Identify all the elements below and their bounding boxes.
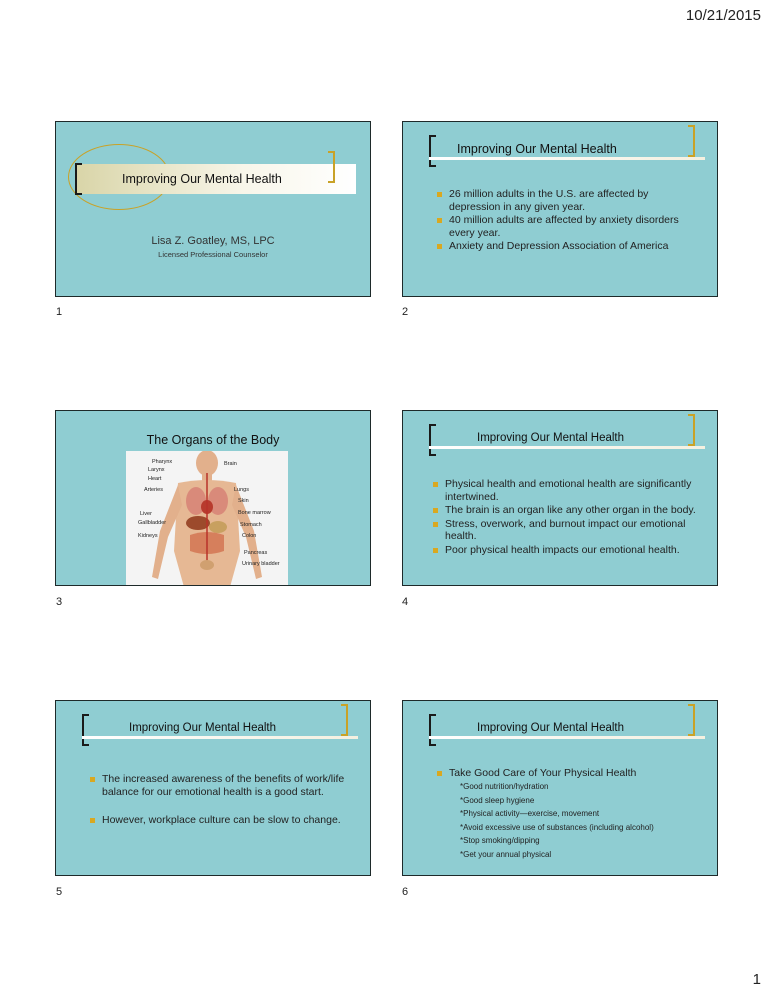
subitem: *Good sleep hygiene	[460, 795, 535, 805]
subitem: *Avoid excessive use of substances (including alcohol)	[460, 822, 654, 832]
left-bracket	[429, 424, 436, 456]
title-underline	[429, 157, 705, 160]
page-number: 1	[752, 971, 761, 988]
left-bracket	[82, 714, 89, 746]
bullet-list	[433, 478, 701, 557]
slide-number-1: 1	[56, 306, 63, 318]
slide-1	[55, 121, 371, 297]
bullet-list	[437, 767, 697, 781]
author-name: Lisa Z. Goatley, MS, LPC	[151, 235, 275, 247]
label-liver: Liver	[140, 511, 152, 517]
slide-number-4: 4	[402, 596, 409, 608]
slide-number-3: 3	[56, 596, 63, 608]
subitem-list	[460, 780, 654, 861]
right-bracket	[341, 704, 348, 736]
label-pancreas: Pancreas	[244, 550, 268, 556]
left-bracket	[429, 714, 436, 746]
right-bracket	[328, 151, 335, 183]
label-pharynx: Pharynx	[152, 459, 173, 465]
slide-title: Improving Our Mental Health	[129, 722, 277, 734]
slide-title: Improving Our Mental Health	[477, 432, 625, 444]
subitem: *Good nutrition/hydration	[460, 782, 549, 791]
bullet-item: Stress, overwork, and burnout impact our emotional health.	[433, 518, 701, 543]
slide-2	[402, 121, 718, 297]
label-bladder: Urinary bladder	[242, 561, 280, 567]
left-bracket	[75, 163, 82, 195]
subitem: *Stop smoking/dipping	[460, 836, 540, 845]
bullet-item: Anxiety and Depression Association of America	[437, 240, 697, 253]
label-colon: Colon	[242, 533, 257, 539]
slide-title: Improving Our Mental Health	[477, 722, 625, 734]
label-brain: Brain	[224, 461, 237, 467]
label-stomach: Stomach	[240, 522, 262, 528]
organs-diagram	[126, 451, 288, 586]
subitem: *Physical activity—exercise, movement	[460, 809, 600, 818]
slide-6	[402, 700, 718, 876]
bullet-item: 26 million adults in the U.S. are affected by depression in any given year.	[437, 188, 697, 213]
right-bracket	[688, 125, 695, 157]
bullet-item: Poor physical health impacts our emotional health.	[433, 544, 701, 557]
bullet-list	[437, 188, 697, 254]
slide-number-2: 2	[402, 306, 409, 318]
slide-3	[55, 410, 371, 586]
label-bone-marrow: Bone marrow	[238, 510, 271, 516]
subitem: *Get your annual physical	[460, 849, 552, 859]
title-underline	[429, 446, 705, 449]
left-bracket	[429, 135, 436, 167]
label-arteries: Arteries	[144, 487, 163, 493]
bullet-item: 40 million adults are affected by anxiety disorders every year.	[437, 214, 697, 239]
title-underline	[82, 736, 358, 739]
label-kidneys: Kidneys	[138, 533, 158, 539]
label-gallbladder: Gallbladder	[138, 520, 167, 526]
label-heart: Heart	[148, 476, 162, 482]
author-role: Licensed Professional Counselor	[158, 250, 268, 259]
bullet-item: However, workplace culture can be slow to change.	[90, 814, 354, 827]
slide-title: Improving Our Mental Health	[457, 142, 617, 156]
print-date: 10/21/2015	[685, 7, 761, 24]
label-larynx: Larynx	[148, 467, 165, 473]
slide-number-6: 6	[402, 886, 409, 898]
slide-number-5: 5	[56, 886, 63, 898]
slide-title: Improving Our Mental Health	[122, 172, 282, 186]
label-lungs: Lungs	[234, 487, 249, 493]
right-bracket	[688, 414, 695, 446]
title-underline	[429, 736, 705, 739]
bullet-item: The brain is an organ like any other organ in the body.	[433, 504, 701, 517]
bullet-list	[90, 773, 354, 828]
bullet-item: Take Good Care of Your Physical Health	[437, 767, 697, 780]
label-skin: Skin	[238, 498, 249, 504]
right-bracket	[688, 704, 695, 736]
bullet-item: The increased awareness of the benefits of work/life balance for our emotional health is a good start.	[90, 773, 354, 798]
slide-4	[402, 410, 718, 586]
bullet-item: Physical health and emotional health are significantly intertwined.	[433, 478, 701, 503]
slide-5	[55, 700, 371, 876]
slide-title: The Organs of the Body	[146, 433, 280, 447]
